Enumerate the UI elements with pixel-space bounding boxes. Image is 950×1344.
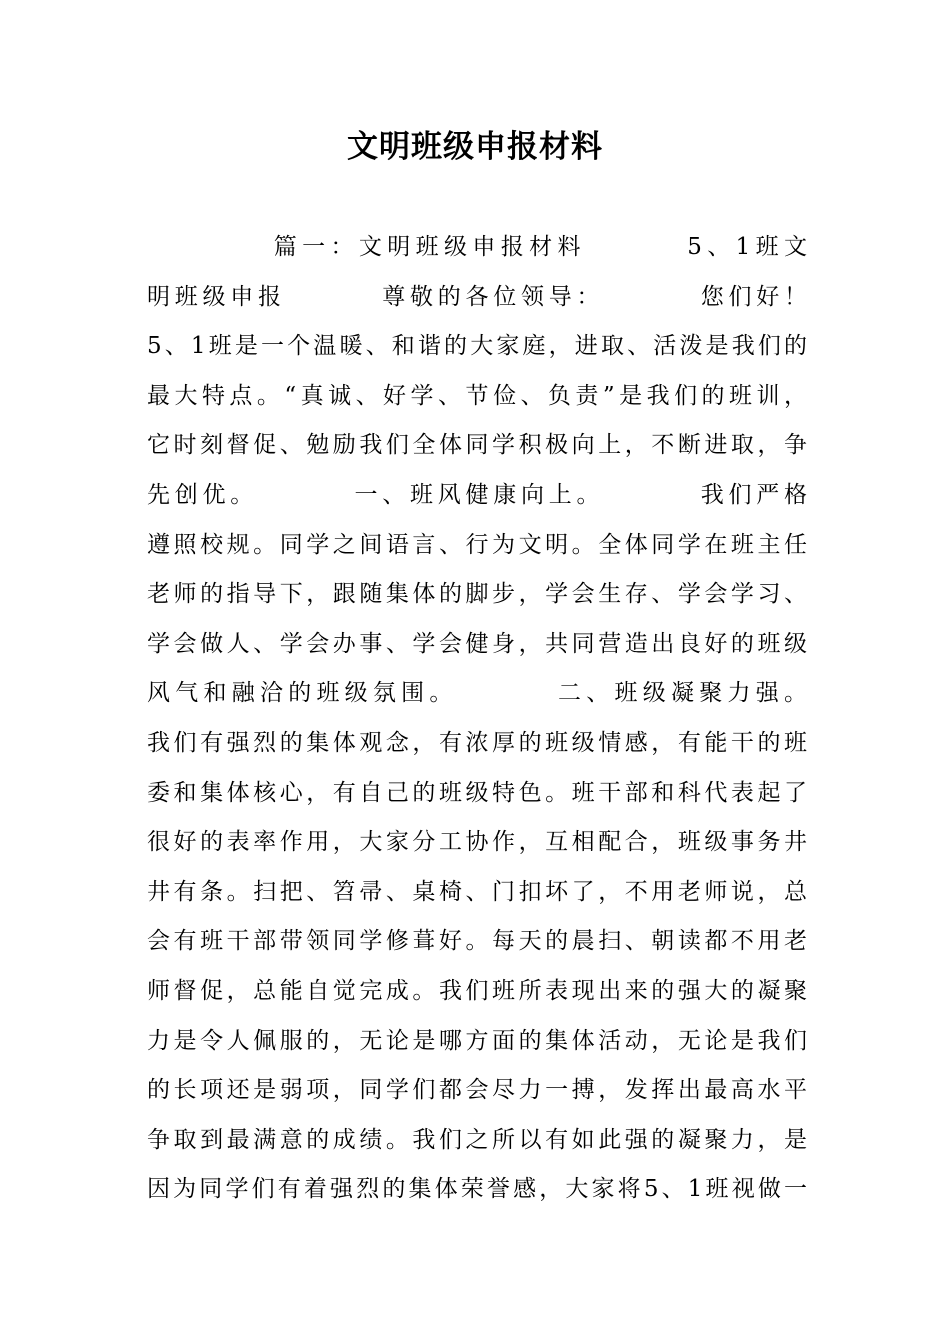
body-line: 它时刻督促、勉励我们全体同学积极向上，不断进取，争 [147,432,807,459]
body-line: 先创优。 一、班风健康向上。 我们严格 [147,481,807,508]
body-line: 最大特点。“真诚、好学、节俭、负责”是我们的班训， [147,382,807,409]
body-line: 风气和融洽的班级氛围。 二、班级凝聚力强。 [147,680,807,707]
body-line: 争取到最满意的成绩。我们之所以有如此强的凝聚力，是 [147,1126,807,1153]
body-line: 会有班干部带领同学修葺好。每天的晨扫、朝读都不用老 [147,928,807,955]
body-line: 力是令人佩服的，无论是哪方面的集体活动，无论是我们 [147,1027,807,1054]
body-line: 遵照校规。同学之间语言、行为文明。全体同学在班主任 [147,531,807,558]
document-title: 文明班级申报材料 [347,129,603,165]
body-line: 明班级申报 尊敬的各位领导： 您们好！ [147,283,807,310]
body-line: 学会做人、学会办事、学会健身，共同营造出良好的班级 [147,630,807,657]
document-body [147,223,807,1215]
body-line: 篇一：文明班级申报材料 5、1班文 [147,234,807,260]
body-line: 井有条。扫把、笤帚、桌椅、门扣坏了，不用老师说，总 [147,878,807,905]
body-line: 很好的表率作用，大家分工协作，互相配合，班级事务井 [147,829,807,856]
body-line: 老师的指导下，跟随集体的脚步，学会生存、学会学习、 [147,581,807,608]
body-line: 我们有强烈的集体观念，有浓厚的班级情感，有能干的班 [147,729,807,756]
body-line: 5、1班是一个温暖、和谐的大家庭，进取、活泼是我们的 [147,333,807,360]
body-line: 师督促，总能自觉完成。我们班所表现出来的强大的凝聚 [147,977,807,1004]
body-line: 因为同学们有着强烈的集体荣誉感，大家将5、1班视做一 [147,1176,807,1203]
body-line: 的长项还是弱项，同学们都会尽力一搏，发挥出最高水平 [147,1077,807,1104]
body-line: 委和集体核心，有自己的班级特色。班干部和科代表起了 [147,779,807,806]
